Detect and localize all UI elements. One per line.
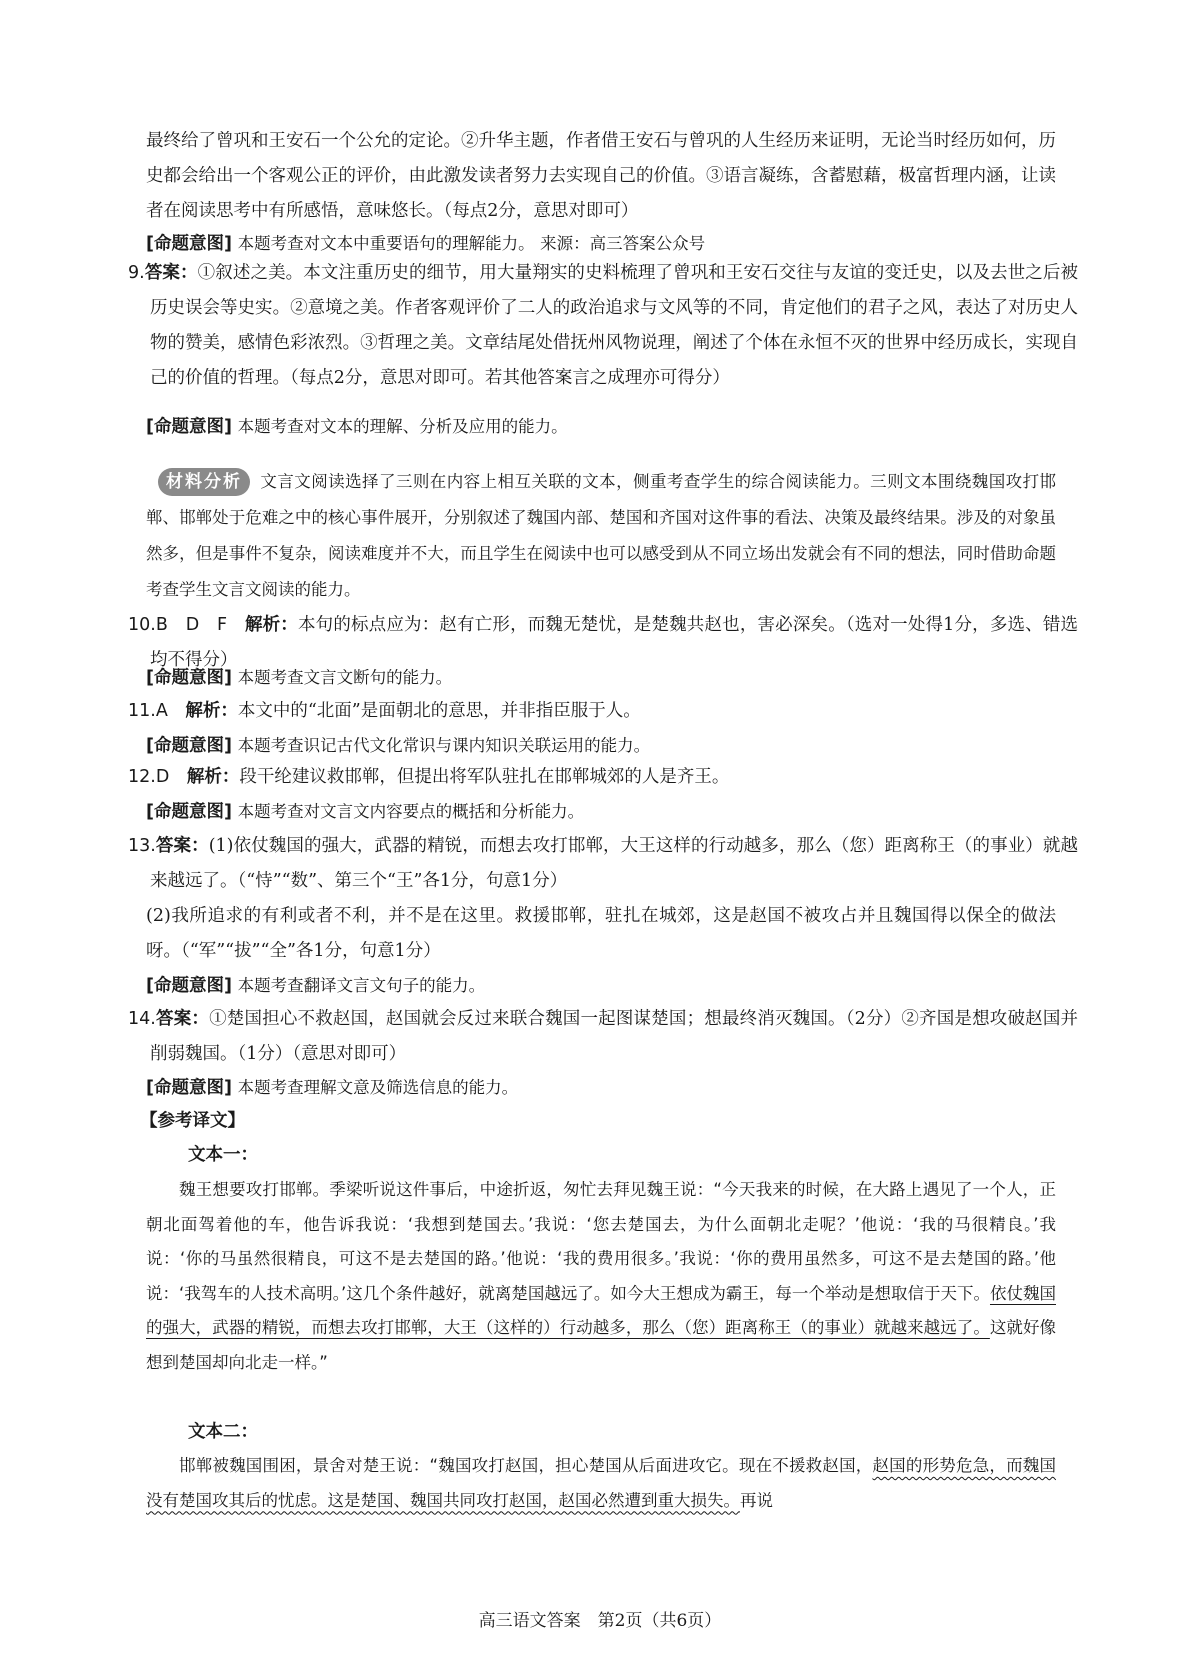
text-one-translation [146,1173,1056,1380]
q13-answer [128,829,1078,899]
text-one-underlined: 依仗魏国的强大，武器的精锐，而想去攻打邯郸，大王（这样的）行动越多，那么（您）距离称王（的事业）就越来越远了。 [146,1283,1056,1337]
answer-text: ①楚国担心不救赵国，赵国就会反过来联合魏国一起图谋楚国；想最终消灭魏国。（2分）②齐国是想攻破赵国并削弱魏国。（1分）（意思对即可） [150,1009,1079,1064]
answer-part-1: (1)依仗魏国的强大，武器的精锐，而想去攻打邯郸，大王这样的行动越多，那么（您）距离称王（的事业）就越来越远了。（“恃”“数”、第三个“王”各1分，句意1分） [150,836,1078,891]
intent-tag: [命题意图] [146,802,232,822]
intent-tag: [命题意图] [146,417,232,437]
text-two-heading: 文本二： [188,1422,258,1442]
answer-label: 答案： [155,1009,210,1029]
q9-intent [146,409,1056,445]
q11-intent [146,728,1056,764]
text-two-part-a: 邯郸被魏国围困，景舍对楚王说：“魏国攻打赵国，担心楚国从后面进攻它。现在不援救赵国， [179,1456,873,1475]
intent-tag: [命题意图] [146,1078,232,1098]
intent-text: 本题考查翻译文言文句子的能力。 [237,976,486,995]
text-one-part-a: 魏王想要攻打邯郸。季梁听说这件事后，中途折返，匆忙去拜见魏王说：“今天我来的时候，在大路上遇见了一个人，正朝北面驾着他的车，他告诉我说：‘我想到楚国去。’我说：‘您去楚国去，为什么面朝北走呢？’他说：‘我的马很精良。’我说：‘你的马虽然很精良，可这不是去楚国的路。’他说：‘我的费用很多。’我说：‘你的费用虽然多，可这不是去楚国的路。’他说：‘我驾车的人技术高明。’这几个条件越好，就离楚国越远了。如今大王想成为霸王，每一个举动是想取信于天下。 [146,1180,1056,1303]
answer-choice: A [155,701,168,721]
answer-choice: D [155,767,170,787]
analysis-label: 解析： [244,615,298,635]
question-number: 9. [128,263,145,283]
material-analysis-text: 文言文阅读选择了三则在内容上相互关联的文本，侧重考查学生的综合阅读能力。三则文本围绕魏国攻打邯郸、邯郸处于危难之中的核心事件展开，分别叙述了魏国内部、楚国和齐国对这件事的看法、决策及最终结果。涉及的对象虽然多，但是事件不复杂，阅读难度并不大，而且学生在阅读中也可以感受到从不同立场出发就会有不同的想法，同时借助命题考查学生文言文阅读的能力。 [146,472,1056,599]
question-number: 11. [128,701,156,721]
page-footer: 高三语文答案 第2页（共6页） [478,1611,722,1631]
answer-choice: B D F [155,615,228,635]
q9-answer [128,256,1078,396]
q14-intent [146,1070,1056,1106]
question-number: 12. [128,767,156,787]
analysis-label: 解析： [186,767,240,787]
analysis-text: 段干纶建议救邯郸，但提出将军队驻扎在邯郸城郊的人是齐王。 [239,767,730,787]
intent-tag: [命题意图] [146,234,232,254]
q12-answer [128,760,1078,795]
reference-translation-heading: 【参考译文】 [140,1111,245,1131]
text-two-wavy-underlined: 赵国的形势危急，而魏国没有楚国攻其后的忧虑。这是楚国、魏国共同攻打赵国，赵国必然遭到重大损失。 [146,1456,1056,1510]
answer-label: 答案： [155,836,209,856]
text-two-translation [146,1449,1056,1518]
analysis-label: 解析： [185,701,238,721]
analysis-text: 本句的标点应为：赵有亡形，而魏无楚忧，是楚魏共赵也，害必深矣。（选对一处得1分，多选、错选均不得分） [150,615,1079,670]
q10-intent [146,660,1056,696]
material-analysis-badge: 材料分析 [158,468,250,496]
question-number: 14. [128,1009,156,1029]
material-analysis [146,464,1056,608]
intent-text: 本题考查理解文意及筛选信息的能力。 [237,1078,519,1097]
intent-tag: [命题意图] [146,976,232,996]
q12-intent [146,794,1056,830]
text-one-heading: 文本一： [188,1145,258,1165]
intent-tag: [命题意图] [146,668,232,688]
intent-text: 本题考查对文本的理解、分析及应用的能力。 [237,417,568,436]
intent-text: 本题考查对文本中重要语句的理解能力。 [237,234,535,253]
intent-text: 本题考查识记古代文化常识与课内知识关联运用的能力。 [237,736,651,755]
q13-answer-part-2: (2)我所追求的有利或者不利，并不是在这里。救援邯郸，驻扎在城郊，这是赵国不被攻占并且魏国得以保全的做法呀。（“军”“拔”“全”各1分，句意1分） [146,906,1056,961]
answer-text: ①叙述之美。本文注重历史的细节，用大量翔实的史料梳理了曾巩和王安石交往与友谊的变迁史，以及去世之后被历史误会等史实。②意境之美。作者客观评价了二人的政治追求与文风等的不同，肯定他们的君子之风，表达了对历史人物的赞美，感情色彩浓烈。③哲理之美。文章结尾处借抚州风物说理，阐述了个体在永恒不灭的世界中经历成长，实现自己的价值的哲理。（每点2分，意思对即可。若其他答案言之成理亦可得分） [150,263,1078,388]
intent-text: 本题考查对文言文内容要点的概括和分析能力。 [237,802,585,821]
q8-answer-tail: 最终给了曾巩和王安石一个公允的定论。②升华主题，作者借王安石与曾巩的人生经历来证明，无论当时经历如何，历史都会给出一个客观公正的评价，由此激发读者努力去实现自己的价值。③语言凝练，含蓄慰藉，极富哲理内涵，让读者在阅读思考中有所感悟，意味悠长。（每点2分，意思对即可） [146,131,1056,221]
question-number: 10. [128,615,156,635]
intent-text: 本题考查文言文断句的能力。 [237,668,453,687]
source-note: 来源：高三答案公众号 [540,234,706,253]
answer-label: 答案： [144,263,198,283]
text-one-part-b: 这就好像想到楚国却向北走一样。” [146,1318,1057,1372]
q14-answer [128,1002,1078,1072]
analysis-text: 本文中的“北面”是面朝北的意思，并非指臣服于人。 [237,701,641,721]
question-number: 13. [128,836,156,856]
q11-answer [128,694,1078,729]
q13-intent [146,968,1056,1004]
intent-tag: [命题意图] [146,736,232,756]
text-two-part-b: 再说 [740,1490,773,1510]
